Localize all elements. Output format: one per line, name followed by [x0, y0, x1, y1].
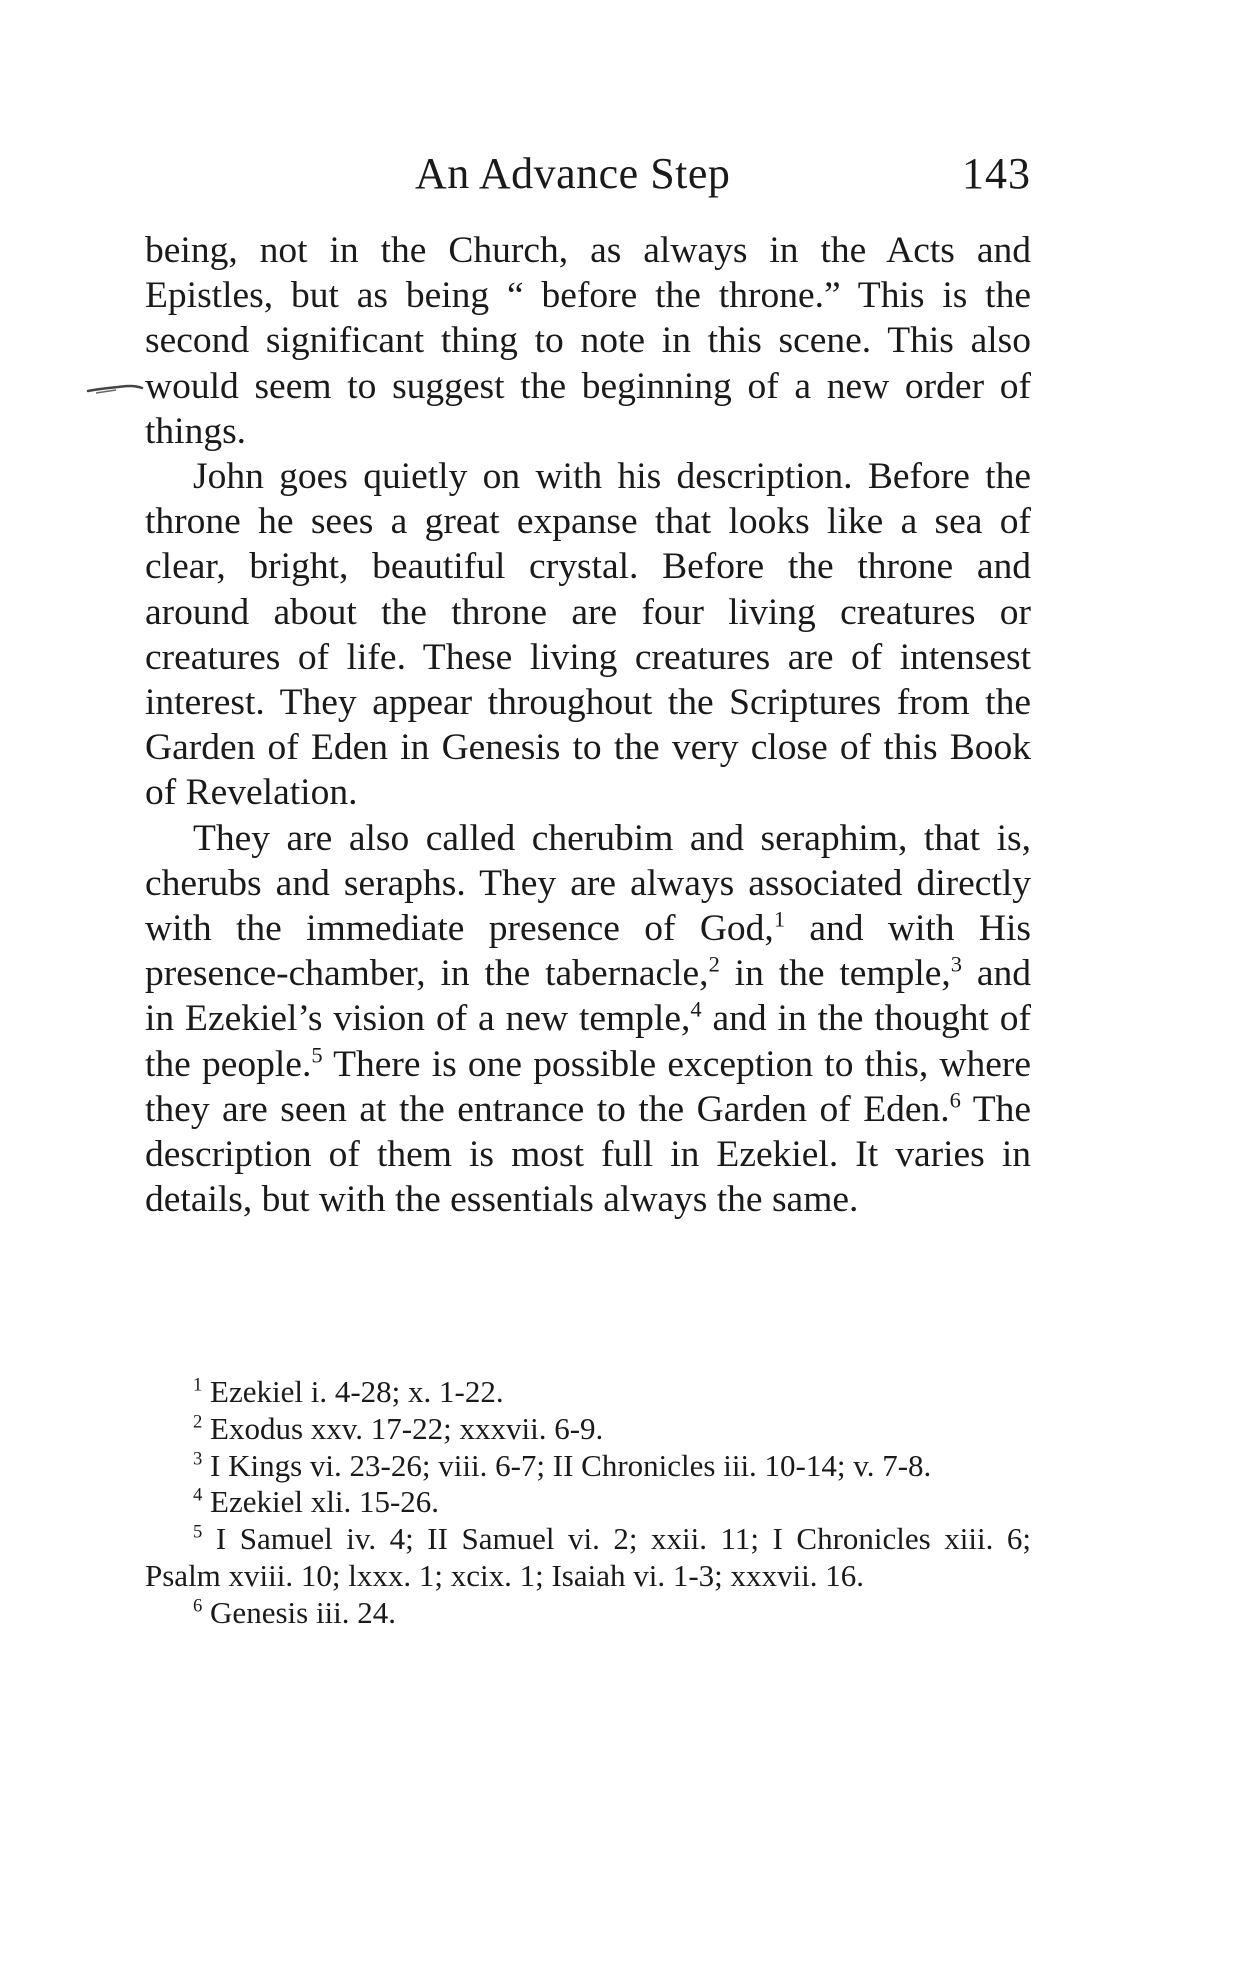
paragraph-text: and with His presence-chamber, in the tabernacle, [145, 908, 1031, 995]
footnote-marker: 1 [193, 1374, 203, 1396]
footnote-text: Exodus xxv. 17-22; xxxvii. 6-9. [210, 1410, 604, 1446]
paragraph-text: and in the thought of the people. [145, 998, 1031, 1085]
paragraph-text: and in Ezekiel’s vision of a new temple, [145, 953, 1032, 1040]
footnote-1 [145, 1374, 1031, 1411]
paragraph-text: John goes quietly on with his description. Before the throne he sees a great expanse that looks like a sea of clear, bright, beautiful crystal. Before the throne and around about the throne are four living creatures or creatures of life. These living creatures are of intensest interest. They appear throughout the Scriptures from the Garden of Eden in Genesis to the very close of this Book of Revelation. [145, 456, 1031, 814]
footnote-5 [145, 1521, 1031, 1595]
footnote-text: I Kings vi. 23-26; viii. 6-7; II Chronicles iii. 10-14; v. 7-8. [210, 1447, 932, 1483]
footnote-marker: 4 [193, 1485, 203, 1507]
footnote-text: Ezekiel xli. 15-26. [210, 1484, 440, 1520]
margin-pencil-mark [86, 382, 144, 396]
footnote-2 [145, 1411, 1031, 1448]
footnote-text: Ezekiel i. 4-28; x. 1-22. [210, 1374, 504, 1409]
footnote-marker: 3 [193, 1448, 203, 1470]
running-title: An Advance Step [415, 149, 731, 198]
footnotes [145, 1374, 1031, 1632]
footnote-ref-4: 4 [690, 996, 702, 1022]
page-header [145, 148, 1031, 208]
paragraph-text: They are also called cherubim and seraphim, that is, cherubs and seraphs. They are always associated directly with the immediate presence of God, [145, 817, 1031, 950]
footnote-3 [145, 1448, 1031, 1485]
page-number: 143 [962, 149, 1031, 198]
paragraph-text: There is one possible exception to this, where they are seen at the entrance to the Garden of Eden. [145, 1043, 1031, 1130]
paragraph-text: in the temple, [719, 953, 951, 995]
footnote-ref-2: 2 [708, 951, 720, 977]
footnote-ref-5: 5 [311, 1042, 323, 1068]
paragraph-text: The description of them is most full in Ezekiel. It varies in details, but with the essentials always the same. [145, 1088, 1031, 1221]
paragraph-2 [145, 454, 1031, 816]
paragraph-text: being, not in the Church, as always in the Acts and Epistles, but as being “ before the throne.” This is the second significant thing to note in this scene. This also would seem to suggest the beginning of a new order of things. [145, 230, 1031, 452]
body-text [145, 228, 1031, 1222]
paragraph-3 [145, 816, 1031, 1223]
footnote-text: Genesis iii. 24. [210, 1594, 397, 1630]
footnote-text: I Samuel iv. 4; II Samuel vi. 2; xxii. 11; I Chronicles xiii. 6; Psalm xviii. 10; lxxx. 1; xcix. 1; Isaiah vi. 1-3; xxxvii. 16. [145, 1521, 1031, 1593]
footnote-ref-6: 6 [949, 1087, 961, 1113]
footnote-marker: 6 [193, 1595, 203, 1617]
footnote-ref-1: 1 [773, 906, 786, 932]
footnote-4 [145, 1484, 1031, 1521]
footnote-marker: 2 [193, 1411, 203, 1433]
footnote-6 [145, 1595, 1031, 1632]
footnote-marker: 5 [193, 1521, 203, 1543]
paragraph-1 [145, 228, 1031, 454]
footnote-ref-3: 3 [950, 951, 963, 977]
